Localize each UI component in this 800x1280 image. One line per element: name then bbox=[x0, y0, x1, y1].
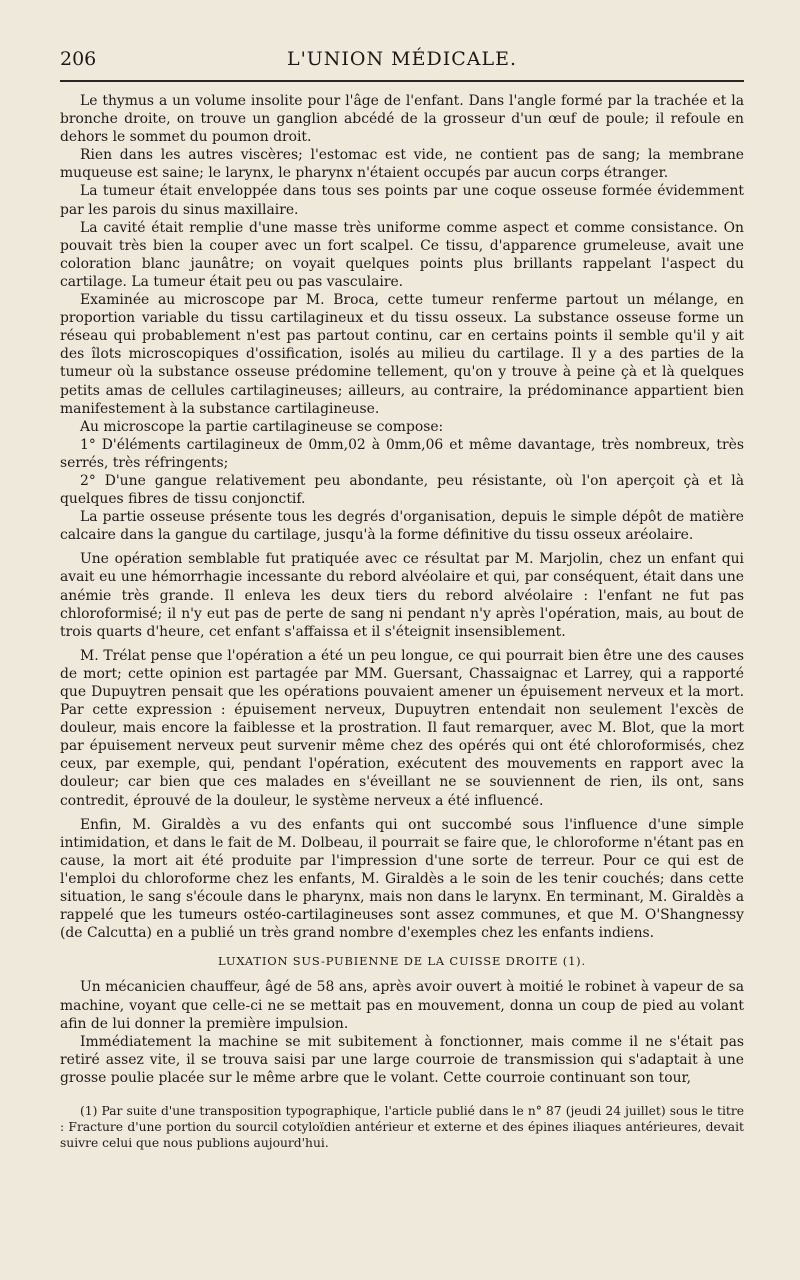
paragraph-trelat: M. Trélat pense que l'opération a été un peu longue, ce qui pourrait bien être une des causes de mort; cette opinion est partagée par MM. Guersant, Chassaignac et Larrey, qui a rapporté que Dupuytren pensait que les opérations pouvaient amener un épuisement nerveux et la mort. Par cette expression : épuisement nerveux, Dupuytren entendait non seulement l'excès de douleur, mais encore la faiblesse et la prostration. Il faut remarquer, avec M. Blot, que la mort par épuisement nerveux peut survenir même chez des opérés qui ont été chloroformisés, chez ceux, par exemple, qui, pendant l'opération, exécutent des mouvements en rapport avec la douleur; car bien que ces malades en s'éveillant ne se souviennent de rien, ils ont, sans contredit, éprouvé de la douleur, le système nerveux a été influencé. bbox=[60, 647, 744, 809]
running-header bbox=[60, 42, 744, 72]
article-body bbox=[60, 92, 744, 1151]
paragraph-visceres: Rien dans les autres viscères; l'estomac est vide, ne contient pas de sang; la membrane muqueuse est saine; le larynx, le pharynx n'étaient occupés par aucun corps étranger. bbox=[60, 147, 744, 182]
paragraph-gangue: 2° D'une gangue relativement peu abondante, peu résistante, où l'on aperçoit çà et là quelques fibres de tissu conjonctif. bbox=[60, 472, 744, 508]
paragraph-cavite: La cavité était remplie d'une masse très uniforme comme aspect et comme consistance. On pouvait très bien la couper avec un fort scalpel. Ce tissu, d'apparence grumeleuse, avait une coloration blanc jaunâtre; on voyait quelques points plus brillants rappelant l'aspect du cartilage. La tumeur était peu ou pas vasculaire. bbox=[60, 219, 744, 290]
paragraph-thymus: Le thymus a un volume insolite pour l'âge de l'enfant. Dans l'angle formé par la trachée et la bronche droite, on trouve un ganglion abcédé de la grosseur d'un œuf de poule; il refoule en dehors le sommet du poumon droit. bbox=[60, 93, 744, 146]
paragraph-microscope: Examinée au microscope par M. Broca, cette tumeur renferme partout un mélange, en proportion variable du tissu cartilagineux et du tissu osseux. La substance osseuse forme un réseau qui probablement n'est pas partout continu, car en certains points il semble qu'il y ait des îlots microscopiques d'ossification, isolés au milieu du cartilage. Il y a des parties de la tumeur où la substance osseuse prédomine tellement, qu'on y trouve à peine çà et là quelques petits amas de cellules cartilagineuses; ailleurs, au contraire, la prédominance appartient bien manifestement à la substance cartilagineuse. bbox=[60, 292, 744, 417]
paragraph-mecanicien: Un mécanicien chauffeur, âgé de 58 ans, après avoir ouvert à moitié le robinet à vapeur de sa machine, voyant que celle-ci ne se mettait pas en mouvement, donna un coup de pied au volant afin de lui donner la première impulsion. bbox=[60, 979, 744, 1032]
header-rule bbox=[60, 80, 744, 82]
paragraph-giraldes: Enfin, M. Giraldès a vu des enfants qui ont succombé sous l'influence d'une simple intimidation, et dans le fait de M. Dolbeau, il pourrait se faire que, le chloroforme n'étant pas en cause, la mort ait été produite par l'impression d'une sorte de terreur. Pour ce qui est de l'emploi du chloroforme chez les enfants, M. Giraldès a le soin de les tenir couchés; dans cette situation, le sang s'écoule dans le pharynx, mais non dans le larynx. En terminant, M. Giraldès a rappelé que les tumeurs ostéo-cartilagineuses sont assez communes, et que M. O'Shangnessy (de Calcutta) en a publié un très grand nombre d'exemples chez les enfants indiens. bbox=[60, 816, 744, 942]
section-heading: LUXATION SUS-PUBIENNE DE LA CUISSE DROITE (1). bbox=[218, 954, 586, 969]
paragraph-elements: 1° D'éléments cartilagineux de 0mm,02 à 0mm,06 et même davantage, très nombreux, très serrés, très réfringents; bbox=[60, 436, 744, 471]
paragraph-machine: Immédiatement la machine se mit subitement à fonctionner, mais comme il ne s'était pas retiré assez vite, il se trouva saisi par une large courroie de transmission qui s'adaptait à une grosse poulie placée sur le même arbre que le volant. Cette courroie continuant son tour, bbox=[60, 1033, 744, 1086]
paragraph-tumeur: La tumeur était enveloppée dans tous ses points par une coque osseuse formée évidemment par les parois du sinus maxillaire. bbox=[60, 183, 744, 218]
paragraph-marjolin: Une opération semblable fut pratiquée avec ce résultat par M. Marjolin, chez un enfant qui avait eu une hémorrhagie incessante du rebord alvéolaire et qui, par conséquent, était dans une anémie très grande. Il enleva les deux tiers du rebord alvéolaire : l'enfant ne fut pas chloroformisé; il n'y eut pas de perte de sang ni pendant n'y après l'opération, mais, au bout de trois quarts d'heure, cet enfant s'affaissa et il s'éteignit insensiblement. bbox=[60, 551, 744, 640]
paragraph-composition: Au microscope la partie cartilagineuse se compose: bbox=[80, 418, 444, 435]
page-number: 206 bbox=[60, 48, 97, 70]
paragraph-partie-osseuse: La partie osseuse présente tous les degrés d'organisation, depuis le simple dépôt de matière calcaire dans la gangue du cartilage, jusqu'à la forme définitive du tissu osseux aréolaire. bbox=[60, 509, 744, 544]
footnote: (1) Par suite d'une transposition typographique, l'article publié dans le n° 87 (jeudi 24 juillet) sous le titre : Fracture d'une portion du sourcil cotyloïdien antérieur et externe et des épines iliaques antérieures, devait suivre celui que nous publions aujourd'hui. bbox=[60, 1103, 744, 1150]
journal-title: L'UNION MÉDICALE. bbox=[286, 48, 518, 70]
